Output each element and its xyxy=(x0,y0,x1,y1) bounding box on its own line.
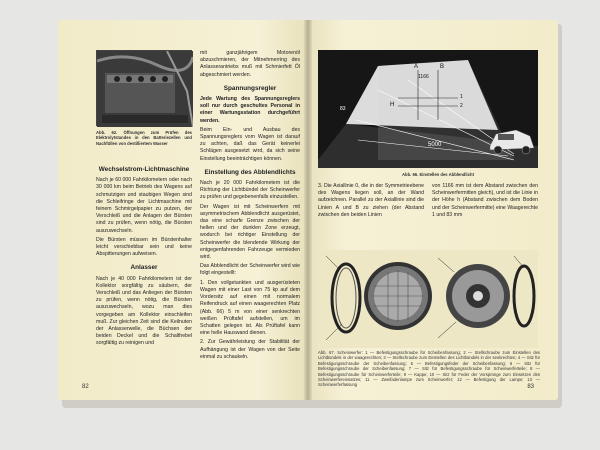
diagram-caption: Abb. 66. Einstellen des Abblendlicht xyxy=(402,172,474,177)
headlight-figure-graphic xyxy=(318,250,538,348)
heading-starter: Anlasser xyxy=(130,264,158,272)
starter-paragraph-1: Nach je 40 000 Fahrkilometern ist der Kollektor sorgfältig zu säubern, der Verschleiß und das Anliegen der Bürsten zu prüfen, wenn nötig, die Bürsten auszuwechseln, wozu man dies vorgegeben am Kollektor einschleifen muß. Zur gleichen Zeit sind die Keilnuten der Anlasserwelle, die Büchsen der beiden Deckel und die Schalthebel sorgfältig zu reinigen und xyxy=(96,275,192,347)
left-page-column-1 xyxy=(96,160,192,350)
regulator-paragraph-2: Beim Ein- und Ausbau des Spannungsreglers vom Wagen ist darauf zu achten, daß das Gerät keinerlei Schlägen ausgesetzt wird, da sich seine Einstellung beeinträchtigen können. xyxy=(200,126,300,162)
label-1: 1 xyxy=(460,94,463,100)
lubrication-paragraph: mit ganzjährigem Motorenöl abzuschmieren, der Mitnehmerring des Anlasserantriebs muß mit Schmierfett Öl abgeschmiert werden. xyxy=(200,50,300,78)
left-page xyxy=(58,20,308,400)
dimming-paragraph-4: 1. Den vollgetankten und ausgerüsteten Wagen mit einer Last von 75 kp auf dem Vordersitz auf einen mit normalem Reifendruck auf einen waagerechten Platz (Abb. 66) 5 m von einer senkrechten weißen Prüftafel aufstellen, um im Schatten gelegen ist. Als Prüftafel kann eine helle Hauswand dienen. xyxy=(200,279,300,337)
alternator-paragraph-2: Die Bürsten müssen im Bürstenhalter leicht verschiebbar sein und keine Abspitterungen aufweisen. xyxy=(96,236,192,258)
dimming-paragraph-3: Das Abblendlicht der Scheinwerfer wird wie folgt eingestellt: xyxy=(200,263,300,277)
right-page xyxy=(308,20,558,400)
battery-photo xyxy=(96,50,192,126)
right-page-number: 83 xyxy=(527,384,534,390)
open-book xyxy=(58,20,558,400)
label-h: H xyxy=(390,102,395,108)
alignment-diagram-graphic xyxy=(318,50,538,168)
alignment-diagram xyxy=(318,50,538,168)
right-page-column-1: 3. Die Axiallinie 0, die in der Symmetrieebene des Wagens liegen soll, an der Wand aufzeichnen. Parallel zu der Axiallinie sind die Linien A und B zu ziehen (der Abstand zwischen den beiden Linien xyxy=(318,183,424,218)
dimming-paragraph-2: Der Wagen ist mit Scheinwerfern mit asymmetrischem Abblendlicht ausgerüstet, das eine scharfe Grenze zwischen der hellen und der dunklen Zone erzeugt, wodurch bei richtiger Einstellung der Scheinwerfer die blendende Wirkung der entgegenfahrenden Fahrzeuge vermieden wird. xyxy=(200,203,300,261)
regulator-paragraph-1: Jede Wartung des Spannungsreglers soll nur durch geschultes Personal in einer Wartungsstation durchgeführt werden. xyxy=(200,96,300,124)
book-gutter xyxy=(304,20,312,400)
dimming-paragraph-1: Nach je 20 000 Fahrkilometern ist die Richtung der Lichtbündel der Scheinwerfer zu prüfen und gegebenenfalls einzustellen. xyxy=(200,180,300,201)
label-a: A xyxy=(414,64,419,70)
headlight-figure-caption: Abb. 67. Scheinwerfer: 1 — Befestigungsschraube für Scheibenfassung; 2 — Stellschraube zum Einstellen des Lichtbündels in der waagerechten; 3 — Stellschraube zum Einstellen des Lichtbündels in der senkrechten; 4 — Sitz für Befestigungsschraube der Scheibenfassung; 5 — Befestigungsfeder der Scheibenfassung; 6 — Sitz für Befestigungsschraube der Scheibenfassung; 7 — Sitz für Befestigungsschraube für Scheinwerferteile; 8 — Befestigungsschraube für Scheinwerferteile; 9 — Kappe; 10 — Sitz für Feder der Vorsprünge zum Einsetzen des Scheinwerfereinsatzes; 11 — Zweifadenlampe zum Scheinwerfer; 12 — Befestigung der Lampe; 13 — Scheinwerferfassung xyxy=(318,350,540,388)
headlight-figure xyxy=(318,250,538,348)
right-page-column-2: von 1166 mm ist dem Abstand zwischen den Scheinwerfermitten gleich), und ist die Linie in der Höhe h (Abstand zwischen dem Boden und der Scheinwerfermitte) eine Waagerechte 1 und 83 mm xyxy=(432,183,538,218)
alternator-paragraph-1: Nach je 60 000 Fahrkilometern oder nach 30 000 km beim Betrieb des Wagens auf schmutzigen und staubigen Wegen sind die Schleifringe der Lichtmaschine mit feinem Schmirgelpapier zu putzen, der Verschleiß und die Anlagen der Bürsten sind zu prüfen, wenn nötig, die Bürsten auszuwechseln. xyxy=(96,177,192,234)
dimming-paragraph-5: 2. Zur Gewährleistung der Stabilität der Aufhängung ist der Wagen von der Seite einmal zu schaukeln. xyxy=(200,339,300,360)
battery-photo-caption: Abb. 62. Öffnungen zum Prüfen des Elektrolytstandes in den Batteriezellen und Nachfüllen von destilliertem Wasser xyxy=(96,130,192,146)
dimension-5000: 5000 xyxy=(428,142,442,148)
heading-alternator: Wechselstrom-Lichtmaschine xyxy=(98,166,190,173)
heading-regulator: Spannungsregler xyxy=(223,84,277,92)
heading-dimming: Einstellung des Abblendlichts xyxy=(204,168,296,176)
left-page-number: 82 xyxy=(82,384,89,390)
dimension-83: 83 xyxy=(340,106,346,112)
label-2: 2 xyxy=(460,103,463,109)
battery-photo-graphic xyxy=(97,51,193,127)
label-b: B xyxy=(440,64,445,70)
dimension-1166: 1166 xyxy=(418,74,429,80)
left-page-column-2 xyxy=(200,50,300,363)
